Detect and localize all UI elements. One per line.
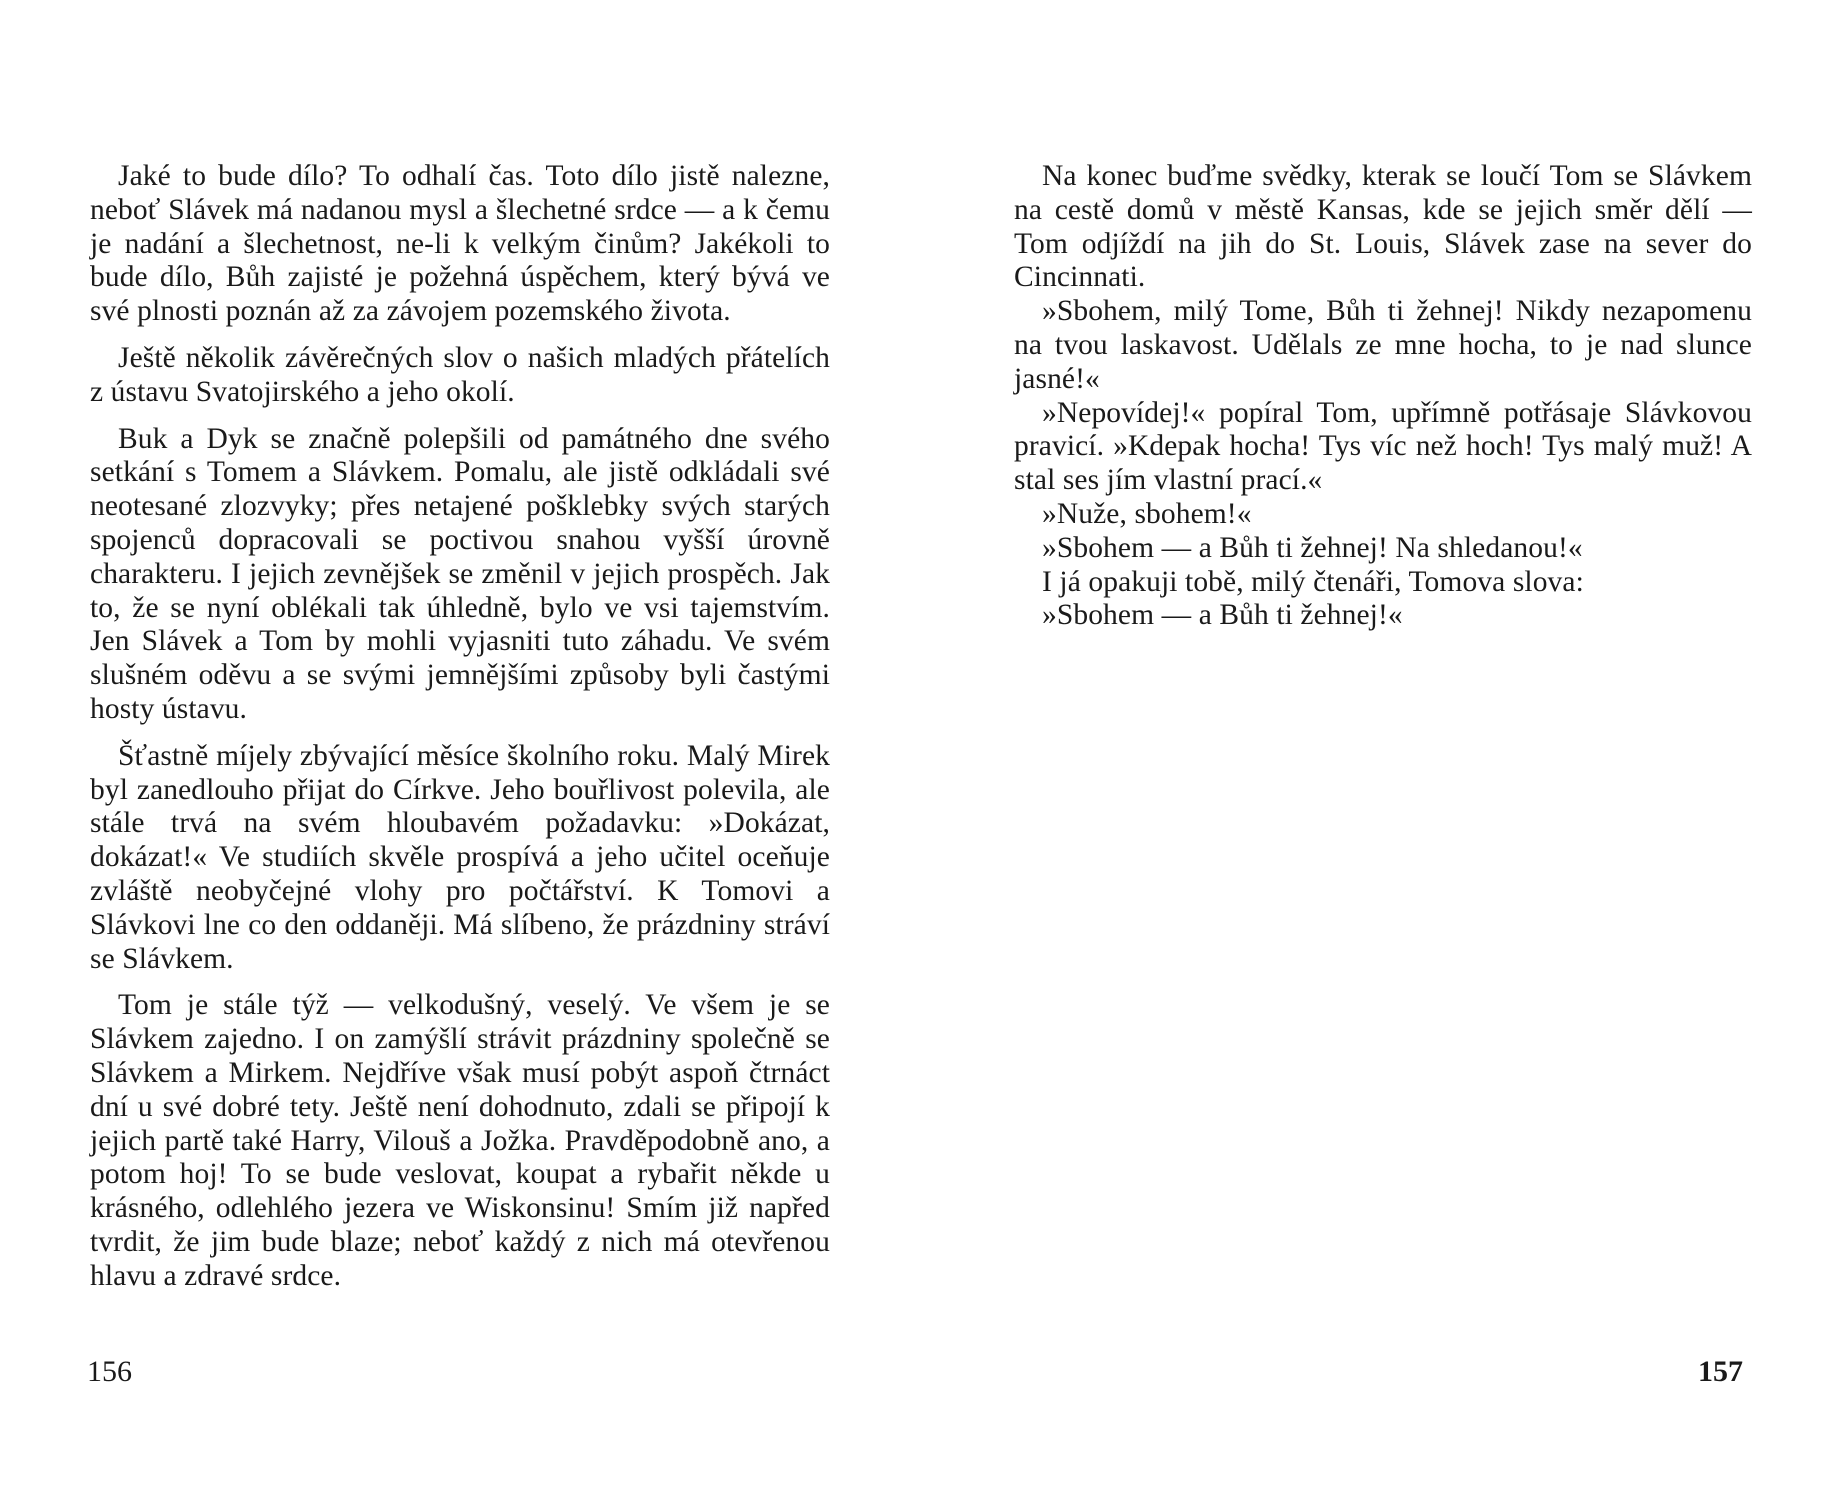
right-page-text — [1014, 160, 1752, 633]
paragraph: Na konec buďme svědky, kterak se loučí Tom se Slávkem na cestě domů v městě Kansas, kde se jejich směr dělí — Tom odjíždí na jih do St. Louis, Slávek zase na sever do Cincinnati. — [1014, 160, 1752, 294]
paragraph: »Sbohem, milý Tome, Bůh ti žehnej! Nikdy nezapomenu na tvou laskavost. Udělals ze mne hocha, to je nad slunce jasné!« — [1014, 295, 1752, 395]
paragraph: »Nuže, sbohem!« — [1042, 497, 1252, 530]
paragraph: Šťastně míjely zbývající měsíce školního roku. Malý Mirek byl zanedlouho přijat do Církve. Jeho bouřlivost polevila, ale stále trvá na svém hloubavém požadavku: »Dokázat, dokázat!« Ve studiích skvěle prospívá a jeho učitel oceňuje zvláště neobyčejné vlohy pro počtářství. K Tomovi a Slávkovi lne co den oddaněji. Má slíbeno, že prázdniny stráví se Slávkem. — [90, 739, 830, 975]
paragraph: »Sbohem — a Bůh ti žehnej!« — [1042, 599, 1403, 632]
paragraph: Jaké to bude dílo? To odhalí čas. Toto dílo jistě nalezne, neboť Slávek má nadanou mysl a šlechetné srdce — a k čemu je nadání a šlechetnost, ne-li k velkým činům? Jakékoli to bude dílo, Bůh zajisté je požehná úspěchem, který bývá ve své plnosti poznán až za závojem pozemského života. — [90, 160, 830, 328]
paragraph: Buk a Dyk se značně polepšili od památného dne svého setkání s Tomem a Slávkem. Pomalu, ale jistě odkládali své neotesané zlozvyky; přes netajené pošklebky svých starých spojenců dopracovali se poctivou snahou vyšší úrovně charakteru. I jejich zevnějšek se změnil v jejich prospěch. Jak to, že se nyní oblékali tak úhledně, bylo ve vsi tajemstvím. Jen Slávek a Tom by mohli vyjasniti tuto záhadu. Ve svém slušném oděvu a se svými jemnějšími způsoby byli častými hosty ústavu. — [90, 422, 830, 725]
paragraph: »Nepovídej!« popíral Tom, upřímně potřásaje Slávkovou pravicí. »Kdepak hocha! Tys víc než hoch! Tys malý muž! A stal ses jím vlastní prací.« — [1014, 396, 1752, 497]
paragraph: Ještě několik závěrečných slov o našich mladých přátelích z ústavu Svatojirského a jeho okolí. — [90, 341, 830, 408]
page-number: 156 — [87, 1355, 132, 1388]
paragraph: »Sbohem — a Bůh ti žehnej! Na shledanou!« — [1042, 531, 1583, 564]
left-page-text — [90, 160, 830, 1307]
paragraph: I já opakuji tobě, milý čtenáři, Tomova slova: — [1042, 565, 1584, 598]
paragraph: Tom je stále týž — velkodušný, veselý. Ve všem je se Slávkem zajedno. I on zamýšlí strávit prázdniny společně se Slávkem a Mirkem. Nejdříve však musí pobýt aspoň čtrnáct dní u své dobré tety. Ještě není dohodnuto, zdali se připojí k jejich partě také Harry, Vilouš a Jožka. Pravděpodobně ano, a potom hoj! To se bude veslovat, koupat a rybařit někde u krásného, odlehlého jezera ve Wiskonsinu! Smím již napřed tvrdit, že jim bude blaze; neboť každý z nich má otevřenou hlavu a zdravé srdce. — [90, 989, 830, 1292]
page-number: 157 — [1698, 1355, 1743, 1388]
right-page — [914, 0, 1828, 1500]
